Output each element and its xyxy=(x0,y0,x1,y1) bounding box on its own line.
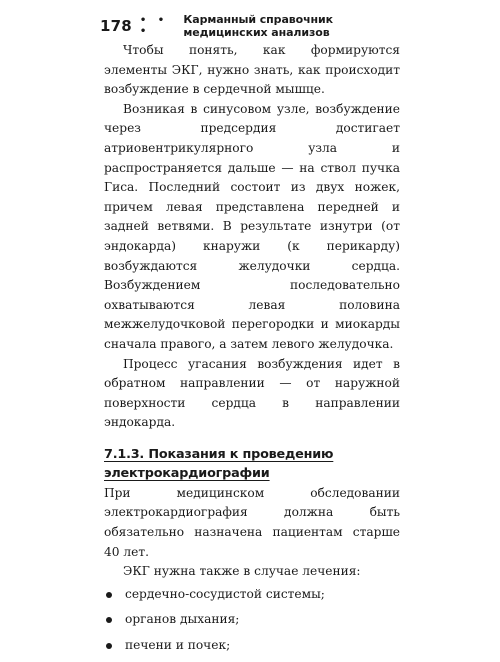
list-item-text: печени и почек; xyxy=(125,638,231,653)
running-title: Карманный справочник медицинских анализов xyxy=(183,13,334,39)
list-item-text: сердечно-сосудистой системы; xyxy=(125,586,325,601)
section-heading xyxy=(104,445,400,483)
bullet-icon xyxy=(106,643,112,649)
paragraph-excitation-path: Возникая в синусовом узле, возбуждение через предсердия достигает атриовентрикулярного узла и распространяется дальше — на ствол пучка Гиса. Последний состоит из двух ножек, причем левая представлена передней и задней ветвями. В результате изнутри (от эндокарда) кнаружи (к перикарду) возбуждаются желудочки сердца. Возбуждением последовательно охватываются левая половина межжелудочковой перегородки и миокарды сначала правого, а затем левого желудочка. xyxy=(104,101,400,351)
list-item xyxy=(104,585,400,605)
list-item xyxy=(104,636,400,656)
list-item-text: органов дыхания; xyxy=(125,612,240,627)
section-heading-line-2: электрокардиографии xyxy=(104,465,270,481)
bullet-icon xyxy=(106,617,112,623)
paragraph-excitation-decay: Процесс угасания возбуждения идет в обратном направлении — от наружной поверхности сердца в направлении эндокарда. xyxy=(104,356,400,430)
paragraph-excitation-intro: Чтобы понять, как формируются элементы ЭКГ, нужно знать, как происходит возбуждение в сердечной мышце. xyxy=(104,43,400,97)
bullet-icon xyxy=(106,592,112,598)
section-lead-paragraph: ЭКГ нужна также в случае лечения: xyxy=(123,564,361,579)
list-item xyxy=(104,610,400,630)
indications-list xyxy=(104,585,400,656)
section-heading-line-1: 7.1.3. Показания к проведению xyxy=(104,446,334,462)
header-separator-dots: • • • xyxy=(139,15,169,37)
page-number: 178 xyxy=(100,17,132,35)
running-header xyxy=(100,13,420,39)
page-content xyxy=(104,41,400,662)
section-intro-paragraph: При медицинском обследовании электрокардиография должна быть обязательно назначена пациентам старше 40 лет. xyxy=(104,485,400,559)
